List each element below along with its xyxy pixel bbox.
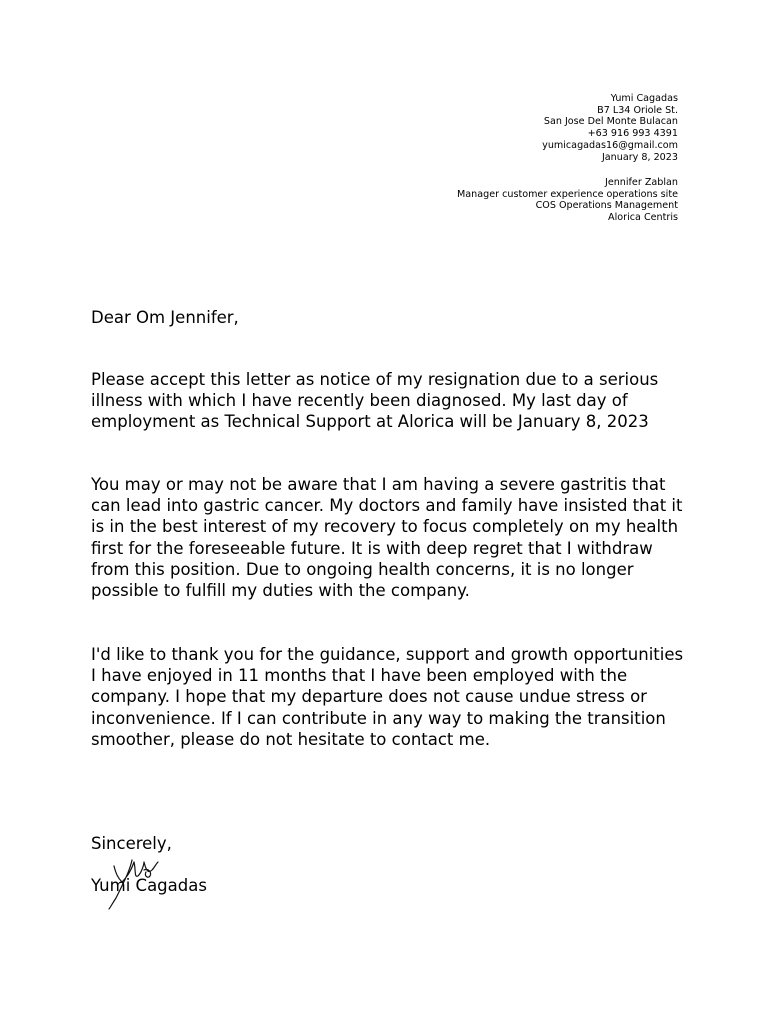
sender-address-line-1: B7 L34 Oriole St. xyxy=(597,104,678,116)
handwritten-signature xyxy=(100,852,160,910)
recipient-department: COS Operations Management xyxy=(535,200,678,212)
recipient-block xyxy=(457,177,678,224)
letter-date: January 8, 2023 xyxy=(601,151,678,163)
paragraph-health-reason: You may or may not be aware that I am having a severe gastritis that can lead into gastric cancer. My doctors and family have insisted that it is in the best interest of my recovery to focus completely on my health first for the foreseeable future. It is with deep regret that I withdraw from this position. Due to ongoing health concerns, it is no longer possible to fulfill my duties with the company. xyxy=(91,475,683,601)
sender-address-line-2: San Jose Del Monte Bulacan xyxy=(543,116,678,128)
sender-name: Yumi Cagadas xyxy=(610,93,678,104)
salutation: Dear Om Jennifer, xyxy=(91,308,239,327)
signer-name: Yumi Cagadas xyxy=(91,876,207,895)
paragraph-resignation-notice: Please accept this letter as notice of my resignation due to a serious illness with which I have recently been diagnosed. My last day of employment as Technical Support at Alorica will be January 8, 2023 xyxy=(91,370,659,432)
sender-block xyxy=(542,93,678,163)
recipient-company: Alorica Centris xyxy=(608,212,678,224)
sender-phone: +63 916 993 4391 xyxy=(587,128,678,140)
closing: Sincerely, xyxy=(91,834,172,853)
sender-email: yumicagadas16@gmail.com xyxy=(542,139,678,151)
recipient-title: Manager customer experience operations site xyxy=(457,188,678,200)
recipient-name: Jennifer Zablan xyxy=(605,177,678,188)
paragraph-thanks: I'd like to thank you for the guidance, support and growth opportunities I have enjoyed in 11 months that I have been employed with the company. I hope that my departure does not cause undue stress or inconvenience. If I can contribute in any way to making the transition smoother, please do not hesitate to contact me. xyxy=(91,645,684,749)
